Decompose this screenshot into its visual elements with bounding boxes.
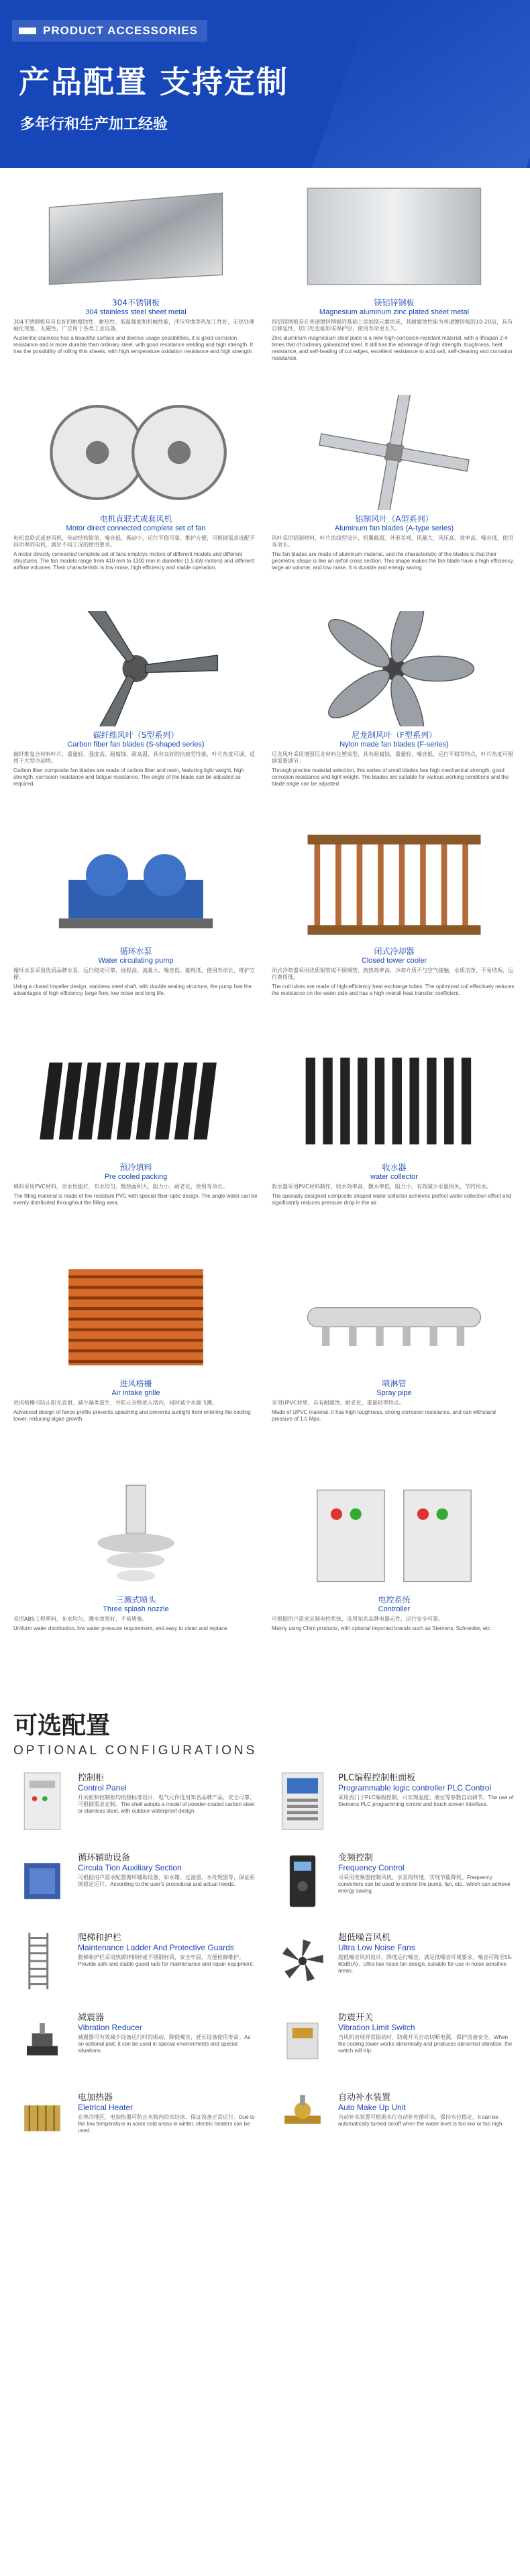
tag-bar-icon [19,28,36,34]
product-name-cn: 镁铝锌钢板 [374,298,415,307]
product-desc-en: Made of UPVC material. It has high toughness, strong corrosion resistance, and can withstand pressure of 1.0 Mpa. [272,1409,496,1422]
optional-desc: 爬梯和护栏采用热镀锌钢材或不锈钢材质，安全牢固，方便检修维护。Provide safe and stable guard rails for maintenance and repair equipment. [78,1954,254,1967]
product-desc-en: Mainly using Chint products, with optional imported brands such as Siemens, Schneider, etc. [272,1625,492,1631]
product-name-en: Nylon made fan blades (F-series) [339,741,449,749]
product-name-en: Magnesium aluminum zinc plated sheet metal [319,308,470,316]
product-desc-en: The filling material is made of fire-resistant PVC with special fiber-optic design. The angle water can be evenly distributed throughout the filling area. [13,1193,258,1206]
optional-desc: 在寒冷地区，电加热器可防止水箱内的水结冰，保证设备正常运行。Due to the low temperature in some cold areas in winter, electric heaters can be used. [78,2114,255,2134]
product-card [272,175,517,391]
optional-name-en: Vibration Limit Switch [338,2023,415,2032]
product-name-cn: 预冷填料 [119,1163,152,1172]
product-name-en: Closed tower cooler [361,957,427,965]
product-desc-cn: 可根据用户需求定制电控系统，选用知名品牌电器元件，运行安全可靠。 [272,1616,443,1622]
product-name-en: Controller [378,1605,411,1613]
air-intake-grille-icon [13,1259,258,1375]
product-name-en: Spray pipe [376,1389,412,1397]
product-name-en: Carbon fiber fan blades (S-shaped series) [67,741,205,749]
carbon-fiber-blade-icon [13,611,258,726]
section-tag [12,20,207,42]
optional-title-cn: 可选配置 [13,1712,111,1739]
product-name-cn: 电控系统 [378,1595,411,1605]
product-desc-cn: 循环水泵采用优质品牌水泵，运行稳定可靠，扬程高、流量大、噪音低、能耗低，使用寿命长，维护方便。 [13,967,255,980]
optional-name-cn: 防震开关 [338,2013,374,2023]
low-noise-fan-icon [274,1930,331,1992]
product-desc-cn: 收水器采用PVC材料制作，收水效率高，飘水率低，阻力小，有效减少水量损失，节约用水。 [272,1184,492,1190]
optional-name-cn: 循环辅助设备 [78,1853,131,1863]
optional-desc: 可采用变频器控制风机、水泵的转速，实现节能降耗。Frequency converters can be used to control the pump, fan, etc., which can achieve energy saving. [338,1874,511,1894]
optional-item [13,2087,256,2167]
product-desc-cn: 尼龙风叶采用增强尼龙材料注塑成型，具有耐腐蚀、重量轻、噪音低、运行平稳等特点，叶片角度可根据需要调节。 [272,751,513,764]
electrical-heater-icon [13,2090,71,2152]
optional-item [13,1927,256,2007]
product-card [13,175,258,391]
product-name-en: Water circulating pump [98,957,174,965]
product-name-cn: 收水器 [382,1163,407,1172]
product-card [13,391,258,607]
product-name-cn: 喷淋管 [382,1379,407,1388]
product-desc-en: Using a closed impeller design, stainless steel shaft, with double sealing structure, the pump has the advantages of high efficiency, large flow, low noise and long life. [13,984,252,996]
product-name-cn: 电机直联式或套风机 [99,514,172,524]
product-name-en: Three splash nozzle [103,1605,169,1613]
optional-name-cn: 减震器 [78,2013,105,2023]
optional-name-cn: 变频控制 [338,1853,374,1863]
zinc-plated-sheet-icon [272,179,517,294]
optional-item [274,1848,517,1927]
product-card [13,1472,258,1688]
optional-name-en: Eletrical Heater [78,2103,134,2112]
optional-grid [0,1768,530,2167]
product-card [13,823,258,1039]
product-name-cn: 循环水泵 [119,947,152,956]
optional-desc: 减震器可有效减少设备运行时的振动，降低噪音，延长设备使用寿命。As an optional part, it can be used in special environments and special situations. [78,2034,251,2054]
vibration-switch-icon [274,2010,331,2072]
optional-name-cn: PLC编程控制柜面板 [338,1773,416,1783]
product-card [272,1039,517,1255]
optional-item [13,1768,256,1848]
control-panel-icon [13,1770,71,1832]
product-desc-cn: 锌铝镁钢板是在普通镀锌钢板的基础上添加镁元素而成，其耐腐蚀性能为普通镀锌板的10-20倍，具有自修复性，切口处也能形成保护层，使用寿命更长久。 [272,319,513,332]
product-name-cn: 304不锈钢板 [112,298,160,307]
optional-item [274,2087,517,2167]
product-name-en: Motor direct connected complete set of fan [66,524,206,532]
circulating-pump-icon [13,827,258,943]
product-desc-cn: 304不锈钢板具有良好的耐腐蚀性、耐热性、低温强度和机械性能，冲压弯曲等热加工性好，无热处理硬化现象，无磁性，广泛用于各类工业设备。 [13,319,255,332]
optional-item [274,2007,517,2087]
product-desc-en: Advanced design of fence profile prevents splashing and prevents sunlight from entering the cooling tower, reducing algae growth. [13,1409,251,1422]
aux-section-icon [13,1850,71,1912]
product-name-en: Aluminum fan blades (A-type series) [334,524,454,532]
product-desc-en: Zinc aluminum magnesium steel plate is a new high-corrosion-resistant material, with a lifespan 2-4 times that of ordinary galvanized steel. It still has the advantage of high strength, toughness, heat resistance, and self-healing of cut edges, excellent resistance to acid salt, self-cleaning and corrosion resistance. [272,335,513,361]
product-name-en: 304 stainless steel sheet metal [85,308,187,316]
optional-name-en: Maintenance Ladder And Protective Guards [78,1943,234,1952]
ladder-guards-icon [13,1930,71,1992]
vibration-reducer-icon [13,2010,71,2072]
three-splash-nozzle-icon [13,1476,258,1591]
frequency-control-icon [274,1850,331,1912]
product-desc-cn: 电机直联式或套风机，传动结构简单，噪音低、振动小，运行平稳可靠，维护方便，可根据需求选配不同功率的电机，满足不同工况的使用要求。 [13,535,255,548]
optional-name-cn: 控制柜 [78,1773,105,1783]
optional-header [0,1688,530,1768]
product-desc-cn: 进风格栅可防止阳光直射，减少藻类滋生，并防止杂物进入塔内，同时减少水滴飞溅。 [13,1400,217,1406]
optional-desc: 超低噪音风机设计，降低运行噪音，满足低噪音环境要求，噪音可降至55-60dB(A)。Ultra low noise fan design, suitable for use in noise sensitive areas. [338,1954,513,1974]
product-desc-cn: 风叶采用铝制材料，叶片流线型设计，机翼截面，外形美观，风量大、风压高、效率高、噪音低，使用寿命长。 [272,535,513,548]
product-desc-en: Carbon fiber composite fan blades are made of carbon fiber and resin, featuring light weight, high strength, corrosion resistance and fatigue resistance. The angle of the blade can be adjusted as required. [13,767,244,787]
product-desc-en: The coil tubes are made of high-efficiency heat exchange tubes. The optimized coil effectively reduces the resistance on the water side and has a high overall heat transfer coefficient. [272,984,515,996]
product-name-cn: 三溅式喷头 [115,1595,156,1605]
product-desc-cn: 碳纤维复合材料叶片，重量轻、强度高、耐腐蚀、耐高温，具有良好的抗疲劳性能，叶片角度可调，适用于大型冷却塔。 [13,751,255,764]
product-name-cn: 铝制风叶（A型系列） [355,514,433,524]
optional-name-en: Programmable logic controller PLC Control [338,1783,492,1793]
spray-pipe-icon [272,1259,517,1375]
optional-item [274,1927,517,2007]
page-title: 产品配置 支持定制 [19,64,289,100]
optional-name-en: Auto Make Up Unit [338,2103,406,2112]
product-desc-en: The fan blades are made of aluminum material, and the characteristic of the blades is that their geometric shape is like an airfoil cross section. This shape makes the fan blade have a high efficiency, large air volume, and low noise. It is durable and energy saving. [272,551,515,571]
product-desc-cn: 采用ABS工程塑料，布水均匀，溅水效果好，不易堵塞。 [13,1616,148,1622]
product-desc-en: Austenitic stainless has a beautiful surface and diverse usage possibilities, it is good corrosion resistance and is more durable than ordinary steel, with good resistance welding and high strength. It has the possibility of rolling thin sheets, with high temperature oxidation resistance and high strength. [13,335,254,354]
product-desc-cn: 闭式冷却器采用优质铜管或不锈钢管，换热效率高，冷却介质不与空气接触，水质洁净，不易结垢，运行费用低。 [272,967,513,980]
optional-name-en: Ultra Low Noise Fans [338,1943,415,1952]
optional-title-en: OPTIONAL CONFIGURATIONS [13,1744,258,1758]
optional-name-en: Circula Tion Auxiliary Section [78,1863,182,1872]
product-card [13,1255,258,1472]
optional-item [274,1768,517,1848]
optional-desc: 可根据用户需求配置循环辅助设备，如水箱、过滤器、水处理器等，保证系统稳定运行。According to the user's procedural and actual needs. [78,1874,255,1887]
product-desc-en: The specially designed composite shaped water collector achieves perfect water collection effect and significantly reduces pressure drop in the air. [272,1193,512,1206]
product-name-cn: 碳纤维风叶（S型系列） [93,730,179,740]
optional-desc: 自动补水装置可根据水位自动补充循环水，保持水位稳定。It can be automatically turned on/off when the water level is too low or too high. [338,2114,504,2127]
optional-name-cn: 超低噪音风机 [338,1933,391,1943]
cooler-coil-icon [272,827,517,943]
product-grid [0,168,530,1688]
product-name-cn: 进风格栅 [119,1379,152,1388]
product-card [272,607,517,823]
product-desc-en: Uniform water distribution, low water pressure requirement, and easy to clean and replace. [13,1625,229,1631]
plc-panel-icon [274,1770,331,1832]
optional-item [13,2007,256,2087]
product-card [272,823,517,1039]
product-desc-en: Through precise material selection, this series of small blades has high mechanical strength, good corrosion resistance and light weight. The blades are suitable for various working conditions and the blade angle can be adjusted. [272,767,509,787]
product-card [13,607,258,823]
product-name-en: Pre cooled packing [104,1173,168,1181]
product-card [272,1472,517,1688]
stainless-steel-sheet-icon [13,179,258,294]
optional-desc: 当风机出现异常振动时，防震开关自动切断电源，保护设备安全。When the cooling tower works abnormally and produces abnormal vibration, the switch will trip. [338,2034,513,2054]
optional-item [13,1848,256,1927]
product-name-cn: 闭式冷却器 [374,947,415,956]
optional-desc: 开关柜和控制柜均按照标准设计，电气元件选用知名品牌产品，安全可靠，可根据需求定制。The shell adopts a model of powder-coated carbon steel or stainless steel, with outdoor waterproof design. [78,1795,255,1814]
optional-desc: 采用西门子PLC编程控制，可实现温度、液位等参数自动调节。The use of Siemens PLC programming control and touch screen interface. [338,1795,514,1807]
water-collector-icon [272,1043,517,1159]
nylon-blade-icon [272,611,517,726]
product-name-en: water collector [370,1173,418,1181]
aluminum-blade-icon [272,395,517,510]
optional-name-en: Vibration Reducer [78,2023,142,2032]
section-tag-label: PRODUCT ACCESSORIES [43,24,198,37]
auto-make-up-icon [274,2090,331,2152]
optional-name-cn: 爬梯和护栏 [78,1933,122,1943]
product-card [272,391,517,607]
hero-banner [0,0,530,168]
optional-name-cn: 电加热器 [78,2093,113,2103]
controller-icon [272,1476,517,1591]
product-desc-cn: 采用UPVC材质，具有耐腐蚀、耐老化、重量轻等特点。 [272,1400,405,1406]
motor-fan-icon [13,395,258,510]
product-card [13,1039,258,1255]
product-card [272,1255,517,1472]
product-name-en: Air intake grille [111,1389,160,1397]
optional-name-cn: 自动补水装置 [338,2093,391,2103]
product-name-cn: 尼龙制风叶（F型系列） [352,730,437,740]
page-subtitle: 多年行和生产加工经验 [20,116,168,133]
optional-name-en: Frequency Control [338,1863,405,1872]
pvc-packing-icon [13,1043,258,1159]
product-desc-cn: 填料采用PVC材料，亲水性能好，布水均匀，散热面积大，阻力小，耐老化，使用寿命长。 [13,1184,228,1190]
optional-name-en: Control Panel [78,1783,127,1793]
product-desc-en: A motor directly connected complete set of fans employs motors of different models and different structures. The fan models range from 410 mm to 1300 mm in diameter (1.5 kW motors) and different airflow volumes. Their characteristic is low noise, high efficiency and stable operation. [13,551,254,571]
